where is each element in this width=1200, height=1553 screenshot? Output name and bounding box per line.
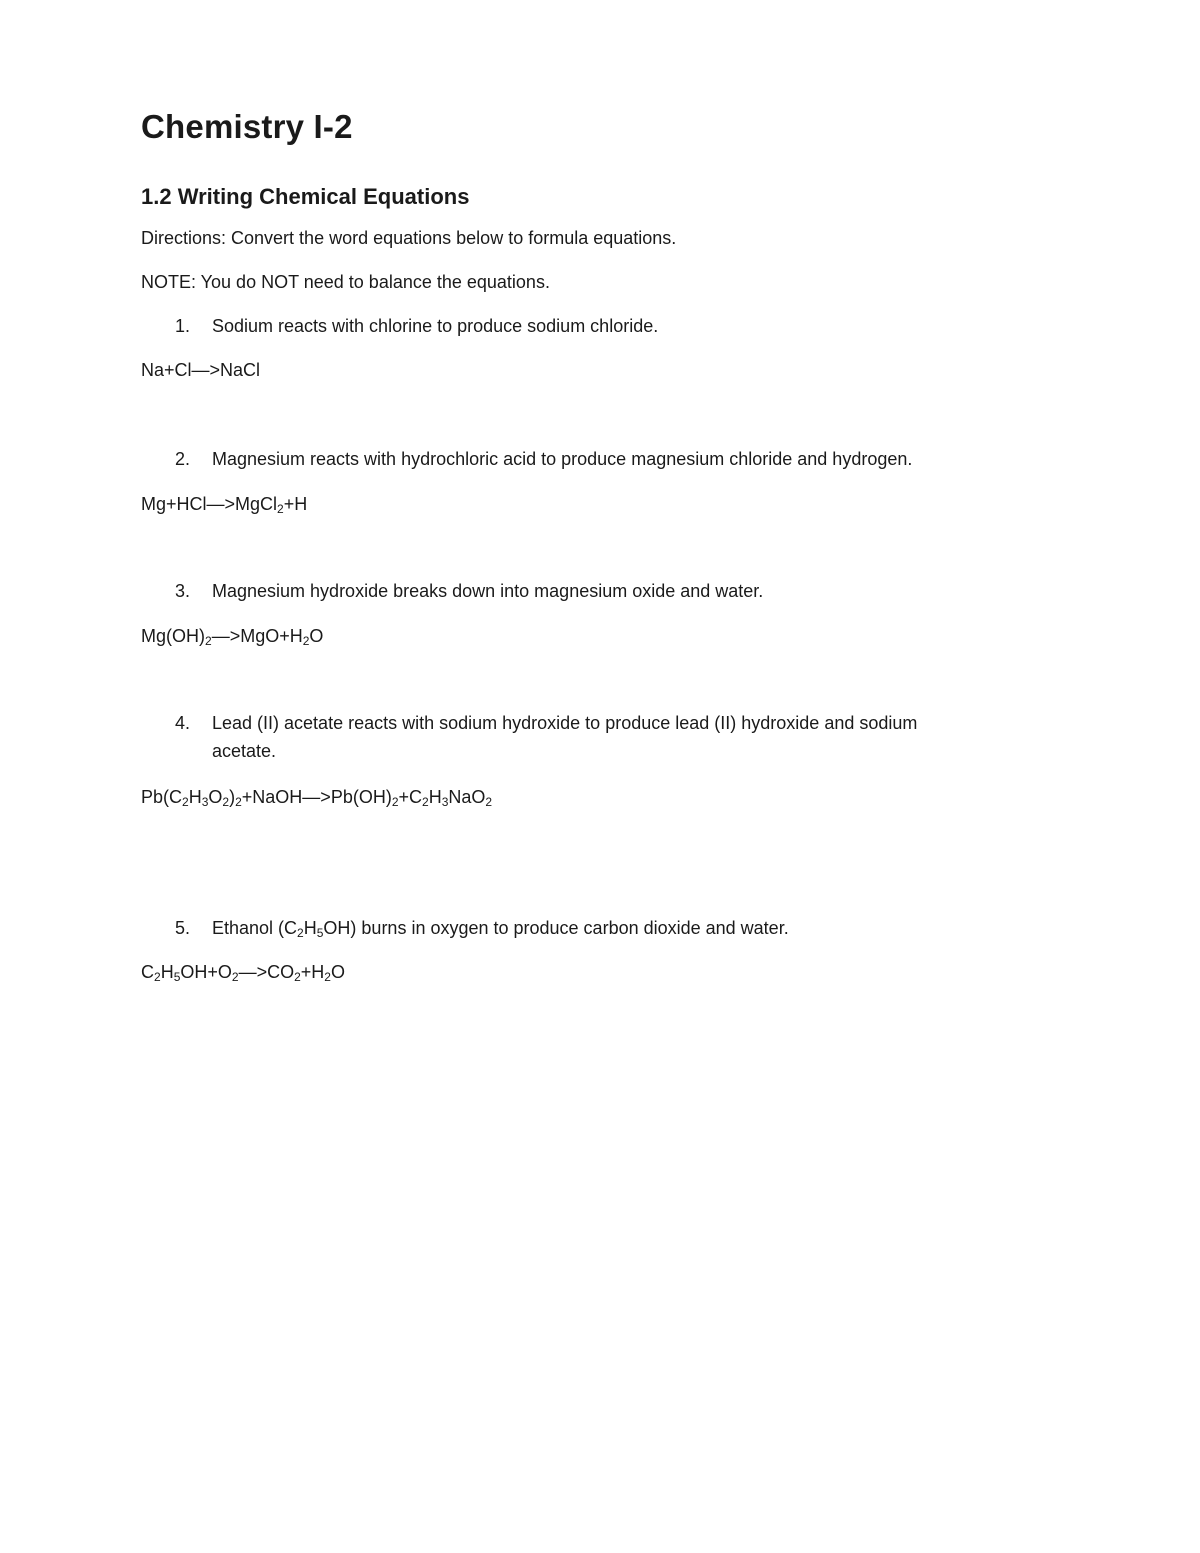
answer-equation: $C_2H_5OH+O_2—>CO_2+H_2O$ [141,962,345,984]
answer-equation: $Pb(C_2H_3O_2)_2+NaOH—>Pb(OH)_2+C_2H_3NaO_2$ [141,787,493,809]
answer-equation: Na+Cl—>NaCl [141,360,261,380]
question-text: Sodium reacts with chlorine to produce sodium chloride. [212,316,659,336]
question-number: 3. [175,581,191,601]
section-heading: 1.2 Writing Chemical Equations [141,184,470,209]
question-number: 5. [175,918,191,938]
question-text-line-1: Lead (II) acetate reacts with sodium hydroxide to produce lead (II) hydroxide and sodium [212,713,918,733]
page-title: Chemistry I-2 [141,108,353,145]
question-number: 2. [175,449,191,469]
answer-equation: Mg+HCl—>MgCl$_2$+H [141,494,308,516]
question-text: Ethanol $(C_2H_5OH)$ burns in oxygen to produce carbon dioxide and water. [212,918,789,940]
question-text-line-2: acetate. [212,741,277,761]
question-number: 4. [175,713,191,733]
note-text: NOTE: You do NOT need to balance the equations. [141,272,550,292]
question-number: 1. [175,316,191,336]
answer-equation: $Mg(OH)_2—>MgO+H_2O$ [141,626,324,648]
directions-text: Directions: Convert the word equations below to formula equations. [141,228,677,248]
question-text: Magnesium hydroxide breaks down into magnesium oxide and water. [212,581,764,601]
question-text: Magnesium reacts with hydrochloric acid to produce magnesium chloride and hydrogen. [212,449,913,469]
